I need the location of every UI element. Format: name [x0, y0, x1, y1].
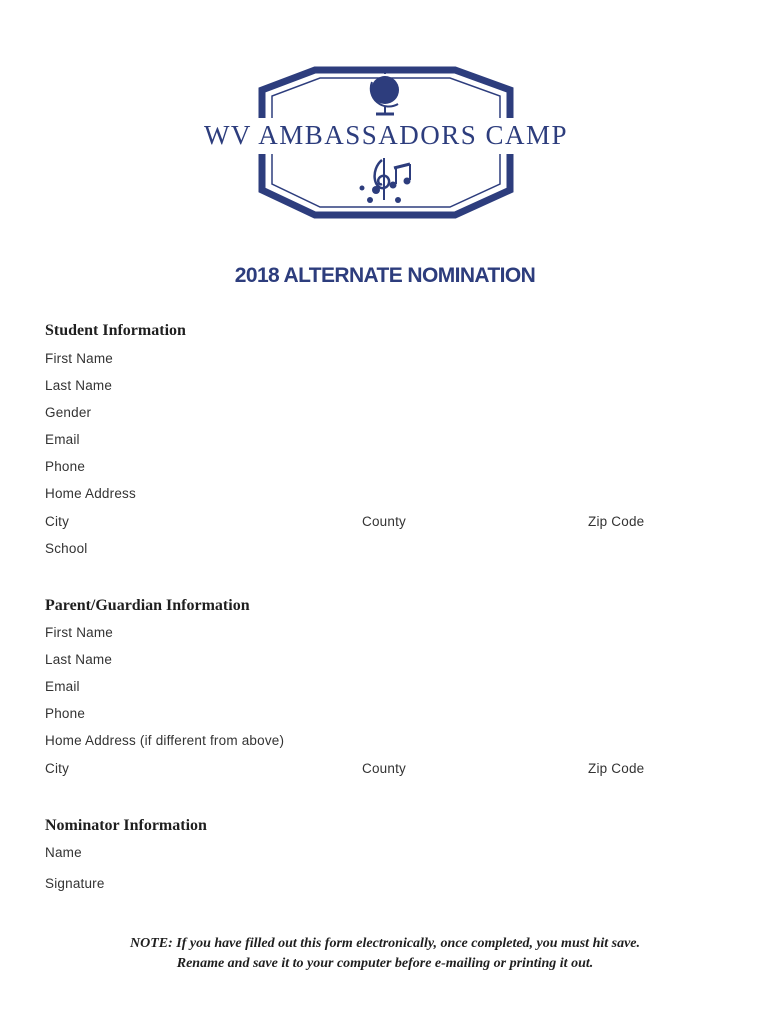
student-zip-field[interactable]: Zip Code [588, 514, 645, 529]
student-county-field[interactable]: County [362, 514, 406, 529]
student-home-address-field[interactable]: Home Address [45, 486, 136, 501]
camp-logo [200, 60, 572, 230]
parent-city-field[interactable]: City [45, 761, 70, 776]
student-phone-field[interactable]: Phone [45, 459, 86, 474]
student-first-name-field[interactable]: First Name [45, 351, 114, 366]
nominator-info-heading: Nominator Information [45, 817, 207, 834]
save-note-line-1: NOTE: If you have filled out this form electronically, once completed, you must hit save. [129, 936, 641, 951]
student-city-field[interactable]: City [45, 514, 70, 529]
parent-home-address-field[interactable]: Home Address (if different from above) [45, 733, 285, 748]
save-note-line-2: Rename and save it to your computer before e-mailing or printing it out. [176, 956, 594, 971]
student-info-heading: Student Information [45, 322, 186, 339]
logo-text: WV AMBASSADORS CAMP [203, 120, 569, 150]
student-email-field[interactable]: Email [45, 432, 80, 447]
nominator-name-field[interactable]: Name [45, 845, 82, 860]
student-school-field[interactable]: School [45, 541, 88, 556]
parent-info-heading: Parent/Guardian Information [45, 597, 250, 614]
parent-last-name-field[interactable]: Last Name [45, 652, 113, 667]
student-gender-field[interactable]: Gender [45, 405, 92, 420]
parent-phone-field[interactable]: Phone [45, 706, 86, 721]
parent-first-name-field[interactable]: First Name [45, 625, 114, 640]
globe-icon [371, 70, 399, 114]
nominator-signature-field[interactable]: Signature [45, 876, 105, 891]
parent-zip-field[interactable]: Zip Code [588, 761, 645, 776]
parent-email-field[interactable]: Email [45, 679, 80, 694]
page-title: 2018 ALTERNATE NOMINATION [234, 264, 536, 287]
parent-county-field[interactable]: County [362, 761, 406, 776]
music-notes-icon [360, 158, 411, 203]
student-last-name-field[interactable]: Last Name [45, 378, 113, 393]
